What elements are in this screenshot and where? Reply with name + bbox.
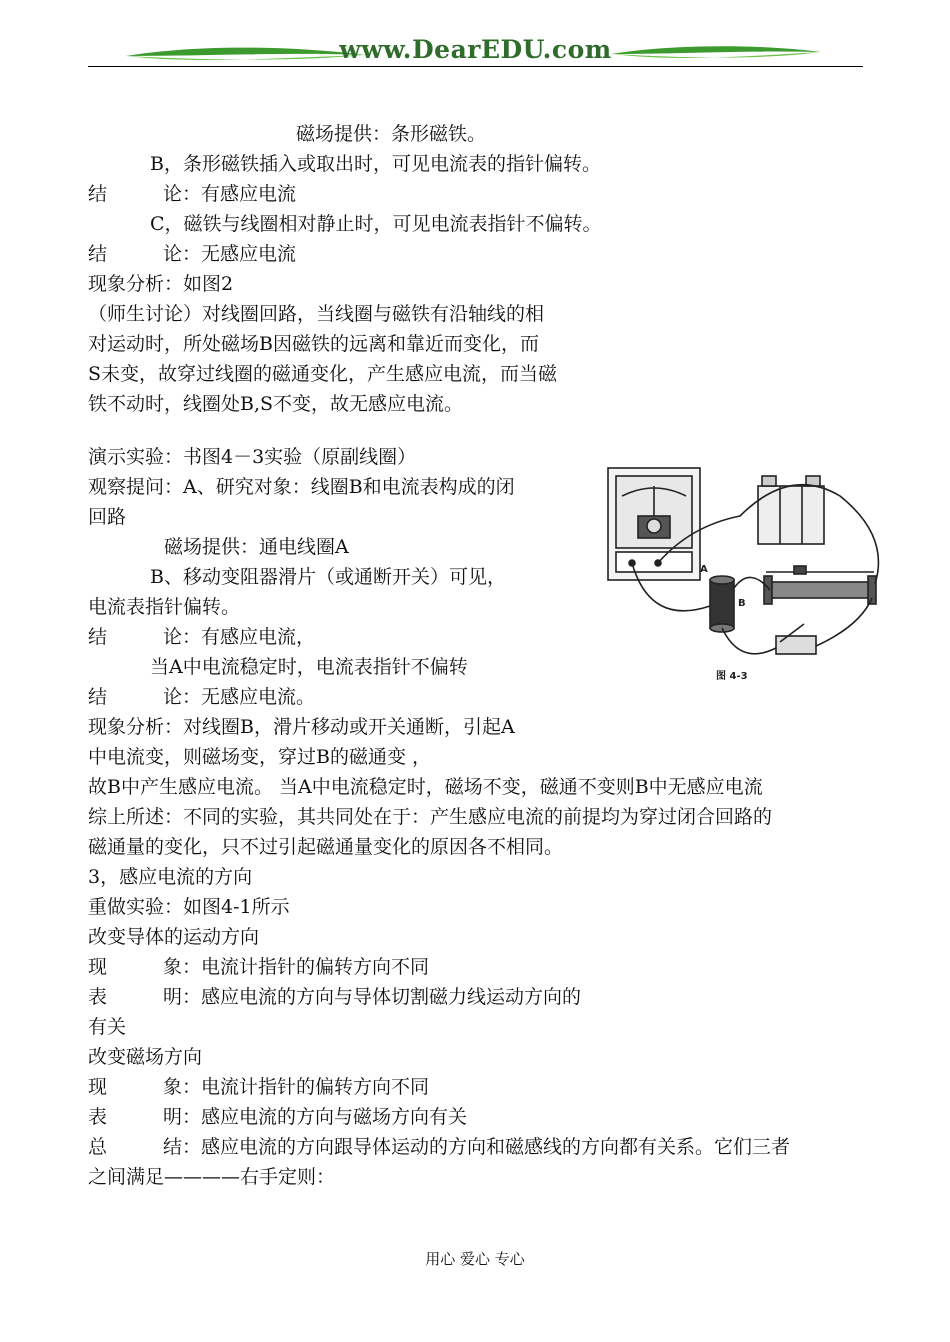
- text-line: 结 论：无感应电流: [88, 243, 297, 265]
- text-line: 表 明：感应电流的方向与磁场方向有关: [88, 1106, 468, 1128]
- page-footer: 用心 爱心 专心: [425, 1250, 525, 1268]
- site-logo[interactable]: www.DearEDU.com: [339, 35, 612, 64]
- text-line: 现 象：电流计指针的偏转方向不同: [88, 956, 430, 978]
- text-line: 总 结：感应电流的方向跟导体运动的方向和磁感线的方向都有关系。它们三者: [88, 1136, 791, 1158]
- text-line: 结 论：有感应电流，: [88, 626, 316, 648]
- text-line: 铁不动时，线圈处B,S不变，故无感应电流。: [88, 393, 464, 415]
- text-line: 综上所述：不同的实验，其共同处在于：产生感应电流的前提均为穿过闭合回路的: [88, 806, 773, 828]
- text-line: （师生讨论）对线圈回路，当线圈与磁铁有沿轴线的相: [88, 303, 545, 325]
- text-line: S未变，故穿过线圈的磁通变化，产生感应电流，而当磁: [88, 363, 558, 385]
- text-line: 现 象：电流计指针的偏转方向不同: [88, 1076, 430, 1098]
- text-line: 之间满足————右手定则：: [88, 1166, 336, 1188]
- text-line: 重做实验：如图4-1所示: [88, 896, 290, 918]
- text-line: 磁场提供：条形磁铁。: [296, 123, 487, 145]
- text-line: 现象分析：对线圈B，滑片移动或开关通断，引起A: [88, 716, 515, 738]
- text-line: 对运动时，所处磁场B因磁铁的远离和靠近而变化，而: [88, 333, 539, 355]
- text-line: 表 明：感应电流的方向与导体切割磁力线运动方向的: [88, 986, 582, 1008]
- text-line: 观察提问：A、研究对象：线圈B和电流表构成的闭: [88, 476, 515, 498]
- text-line: 现象分析：如图2: [88, 273, 234, 295]
- text-line: 磁场提供：通电线圈A: [164, 536, 349, 558]
- figure-4-3: [590, 456, 892, 688]
- header-rule: [88, 66, 863, 67]
- text-line: 3，感应电流的方向: [88, 866, 253, 888]
- svg-text:A: A: [700, 564, 708, 575]
- blank-line: [88, 419, 868, 442]
- text-line: 有关: [88, 1016, 127, 1038]
- text-line: B，条形磁铁插入或取出时，可见电流表的指针偏转。: [150, 153, 601, 175]
- text-line: 结 论：有感应电流: [88, 183, 297, 205]
- text-line: B、移动变阻器滑片（或通断开关）可见，: [150, 566, 506, 588]
- text-line: 改变导体的运动方向: [88, 926, 260, 948]
- text-line: 改变磁场方向: [88, 1046, 203, 1068]
- figure-caption: 图 4-3: [716, 671, 748, 682]
- text-line: 回路: [88, 506, 127, 528]
- text-line: 结 论：无感应电流。: [88, 686, 316, 708]
- text-line: 当A中电流稳定时，电流表指针不偏转: [150, 656, 468, 678]
- apparatus-illustration: [590, 456, 892, 688]
- text-line: 演示实验：书图4－3实验（原副线圈）: [88, 446, 417, 468]
- text-line: C，磁铁与线圈相对静止时，可见电流表指针不偏转。: [150, 213, 602, 235]
- text-line: 故B中产生感应电流。 当A中电流稳定时，磁场不变，磁通不变则B中无感应电流: [88, 776, 763, 798]
- svg-text:B: B: [738, 598, 746, 609]
- text-line: 中电流变，则磁场变，穿过B的磁通变 ，: [88, 746, 432, 768]
- text-line: 电流表指针偏转。: [88, 596, 241, 618]
- right-swoosh-icon: [611, 40, 821, 68]
- text-line: 磁通量的变化，只不过引起磁通量变化的原因各不相同。: [88, 836, 564, 858]
